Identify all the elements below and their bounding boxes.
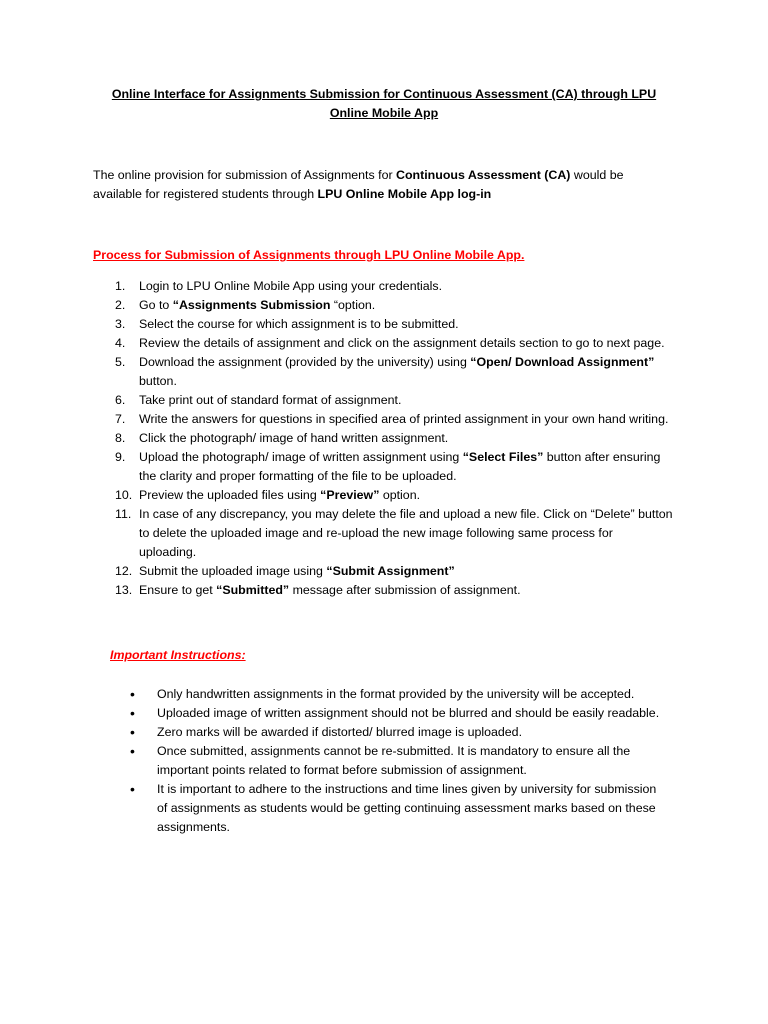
step-text-bold: “Open/ Download Assignment” <box>470 355 655 369</box>
step-number: 7. <box>115 412 126 426</box>
process-heading: Process for Submission of Assignments through LPU Online Mobile App. <box>93 248 525 262</box>
step-item <box>93 315 673 334</box>
step-text-bold: “Assignments Submission <box>172 298 331 312</box>
document-title: Online Interface for Assignments Submission for Continuous Assessment (CA) through LPU Online Mobile App <box>111 87 657 120</box>
instruction-text: Once submitted, assignments cannot be re-submitted. It is mandatory to ensure all the important points related to format before submission of assignment. <box>157 744 631 777</box>
intro-text: The online provision for submission of Assignments for <box>93 168 397 182</box>
step-item <box>93 505 673 562</box>
step-text: Go to <box>139 298 173 312</box>
step-text: Login to LPU Online Mobile App using your credentials. <box>139 279 443 293</box>
step-number: 12. <box>115 564 133 578</box>
intro-bold-ca: Continuous Assessment (CA) <box>396 168 571 182</box>
step-text-bold: “Preview” <box>320 488 380 502</box>
step-number: 9. <box>115 450 126 464</box>
intro-bold-app-login: LPU Online Mobile App log-in <box>317 187 492 201</box>
step-number: 5. <box>115 355 126 369</box>
step-text: button after ensuring the clarity and proper formatting of the file to be uploaded. <box>139 450 661 483</box>
instruction-text: Zero marks will be awarded if distorted/ blurred image is uploaded. <box>157 725 523 739</box>
instruction-text: Only handwritten assignments in the format provided by the university will be accepted. <box>157 687 635 701</box>
step-text: Review the details of assignment and click on the assignment details section to go to next page. <box>139 336 665 350</box>
step-number: 13. <box>115 583 133 597</box>
step-text: option. <box>379 488 421 502</box>
instruction-text: Uploaded image of written assignment should not be blurred and should be easily readable. <box>157 706 660 720</box>
step-item <box>93 391 673 410</box>
step-text-bold: “Submitted” <box>216 583 290 597</box>
step-number: 11. <box>115 507 132 521</box>
step-item <box>93 277 673 296</box>
step-number: 8. <box>115 431 126 445</box>
bullet-icon: • <box>130 781 135 797</box>
step-text: Write the answers for questions in specified area of printed assignment in your own hand writing. <box>139 412 669 426</box>
step-number: 1. <box>115 279 126 293</box>
step-item <box>93 562 673 581</box>
instruction-item <box>130 723 670 742</box>
step-text: message after submission of assignment. <box>289 583 521 597</box>
step-number: 4. <box>115 336 126 350</box>
step-item <box>93 296 673 315</box>
step-text: button. <box>139 374 177 388</box>
instruction-item <box>130 704 670 723</box>
step-text: Select the course for which assignment is to be submitted. <box>139 317 459 331</box>
instruction-text: It is important to adhere to the instructions and time lines given by university for submission of assignments as students would be getting continuing assessment marks based on these assignments. <box>157 782 657 834</box>
step-item <box>93 353 673 391</box>
step-text: Download the assignment (provided by the university) using <box>139 355 471 369</box>
step-text-bold: “Select Files” <box>462 450 544 464</box>
intro-paragraph <box>93 166 653 204</box>
step-item <box>93 334 673 353</box>
instruction-item <box>130 685 670 704</box>
step-text: “option. <box>330 298 376 312</box>
step-text: In case of any discrepancy, you may delete the file and upload a new file. Click on “Delete” button to delete the uploaded image and re-upload the new image following same process for uploading. <box>139 507 673 559</box>
step-text: Preview the uploaded files using <box>139 488 321 502</box>
step-item <box>93 410 673 429</box>
bullet-icon: • <box>130 705 135 721</box>
step-text: Upload the photograph/ image of written assignment using <box>139 450 463 464</box>
step-number: 10. <box>115 488 133 502</box>
step-text-bold: “Submit Assignment” <box>326 564 455 578</box>
step-number: 6. <box>115 393 126 407</box>
intro-text: would be available for registered students through <box>93 168 624 201</box>
step-item <box>93 581 673 600</box>
step-text: Take print out of standard format of assignment. <box>139 393 402 407</box>
bullet-icon: • <box>130 743 135 759</box>
step-text: Submit the uploaded image using <box>139 564 327 578</box>
steps-list <box>93 277 673 600</box>
step-item <box>93 486 673 505</box>
step-text: Ensure to get <box>139 583 217 597</box>
instruction-item <box>130 780 670 837</box>
step-number: 3. <box>115 317 126 331</box>
instructions-list <box>130 685 670 837</box>
instruction-item <box>130 742 670 780</box>
important-instructions-heading: Important Instructions: <box>110 648 246 662</box>
step-item <box>93 448 673 486</box>
bullet-icon: • <box>130 724 135 740</box>
step-text: Click the photograph/ image of hand written assignment. <box>139 431 449 445</box>
bullet-icon: • <box>130 686 135 702</box>
step-number: 2. <box>115 298 126 312</box>
step-item <box>93 429 673 448</box>
